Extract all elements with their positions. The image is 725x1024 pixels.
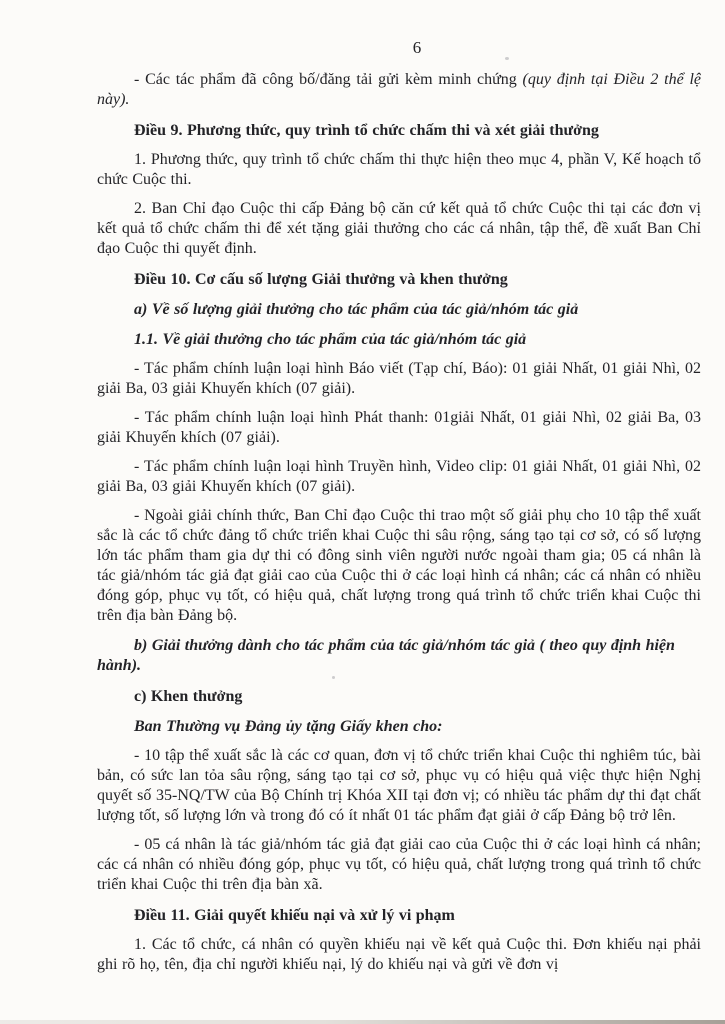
text-run: - Ngoài giải chính thức, Ban Chỉ đạo Cuộc thi trao một số giải phụ cho 10 tập thể xuất sắc là các tổ chức đảng tổ chức triển khai Cuộc thi sâu rộng, sáng tạo tại cơ sở, có số lượng lớn tác phẩm tham gia dự thi có đông sinh viên người nước ngoài tham gia; 05 cá nhân là tác giả/nhóm tác giả đạt giải cao của Cuộc thi ở các loại hình cá nhân; các cá nhân có nhiều đóng góp, phục vụ tốt, có hiệu quả, chất lượng trong quá trình tổ chức triển khai Cuộc thi trên địa bàn Đảng bộ. (97, 507, 701, 624)
text-run: - 05 cá nhân là tác giả/nhóm tác giả đạt giải cao của Cuộc thi ở các loại hình cá nhân; các cá nhân có nhiều đóng góp, phục vụ tốt, có hiệu quả, chất lượng trong quá trình tổ chức triển khai Cuộc thi trên địa bàn xã. (97, 836, 701, 893)
text-run: 2. Ban Chỉ đạo Cuộc thi cấp Đảng bộ căn cứ kết quả tổ chức Cuộc thi tại các đơn vị kết quả tổ chức chấm thi để xét tặng giải thưởng cho các cá nhân, tập thể, đề xuất Ban Chỉ đạo Cuộc thi quyết định. (97, 200, 701, 257)
section-heading (97, 330, 701, 350)
text-run: - 10 tập thể xuất sắc là các cơ quan, đơn vị tổ chức triển khai Cuộc thi nghiêm túc, bài bản, có sức lan tỏa sâu rộng, sáng tạo tại cơ sở, phục vụ có hiệu quả việc thực hiện Nghị quyết số 35-NQ/TW của Bộ Chính trị Khóa XII tại đơn vị; có nhiều tác phẩm dự thi đạt chất lượng tốt, số lượng lớn và trong đó có ít nhất 01 tác phẩm đạt giải ở cấp Đảng bộ trở lên. (97, 747, 701, 824)
paragraph (97, 506, 701, 626)
text-run: a) Về số lượng giải thưởng cho tác phẩm của tác giả/nhóm tác giả (134, 301, 579, 318)
text-run: 1.1. Về giải thưởng cho tác phẩm của tác giả/nhóm tác giả (134, 331, 527, 348)
scan-speck (505, 57, 509, 60)
text-run: 1. Các tổ chức, cá nhân có quyền khiếu nại về kết quả Cuộc thi. Đơn khiếu nại phải ghi rõ họ, tên, địa chỉ người khiếu nại, lý do khiếu nại và gửi về đơn vị (97, 936, 701, 973)
text-run: c) Khen thưởng (134, 688, 243, 705)
text-run: - Tác phẩm chính luận loại hình Phát thanh: 01giải Nhất, 01 giải Nhì, 02 giải Ba, 03 giải Khuyến khích (07 giải). (97, 409, 701, 446)
page-number: 6 (412, 38, 422, 57)
section-heading (97, 300, 701, 320)
section-heading (97, 636, 701, 676)
paragraph (97, 359, 701, 399)
document-body (97, 70, 701, 975)
text-run: - Các tác phẩm đã công bố/đăng tải gửi kèm minh chứng (134, 71, 523, 88)
text-run: - Tác phẩm chính luận loại hình Truyền hình, Video clip: 01 giải Nhất, 01 giải Nhì, 02 giải Ba, 03 giải Khuyến khích (07 giải). (97, 458, 701, 495)
paragraph (97, 70, 701, 110)
section-heading (97, 906, 701, 926)
section-heading (97, 121, 701, 141)
section-heading (97, 687, 701, 707)
text-run: b) Giải thưởng dành cho tác phẩm của tác giả/nhóm tác giả ( theo quy định hiện hành). (97, 637, 675, 674)
scan-speck (332, 676, 335, 679)
text-run: Điều 10. Cơ cấu số lượng Giải thưởng và khen thưởng (134, 271, 508, 288)
scan-edge-shadow (0, 1020, 725, 1024)
text-run: Điều 11. Giải quyết khiếu nại và xử lý vi phạm (134, 907, 455, 924)
paragraph (97, 835, 701, 895)
section-heading (97, 717, 701, 737)
paragraph (97, 457, 701, 497)
text-run: (quy định tại Điều 2 thể lệ này). (97, 71, 701, 108)
paragraph (97, 408, 701, 448)
paragraph (97, 150, 701, 190)
paragraph (97, 199, 701, 259)
text-run: Ban Thường vụ Đảng ủy tặng Giấy khen cho: (134, 718, 443, 735)
text-run: 1. Phương thức, quy trình tổ chức chấm thi thực hiện theo mục 4, phần V, Kế hoạch tổ chức Cuộc thi. (97, 151, 701, 188)
paragraph (97, 746, 701, 826)
section-heading (97, 270, 701, 290)
text-run: - Tác phẩm chính luận loại hình Báo viết (Tạp chí, Báo): 01 giải Nhất, 01 giải Nhì, 02 giải Ba, 03 giải Khuyến khích (07 giải). (97, 360, 701, 397)
paragraph (97, 935, 701, 975)
text-run: Điều 9. Phương thức, quy trình tổ chức chấm thi và xét giải thưởng (134, 122, 599, 139)
